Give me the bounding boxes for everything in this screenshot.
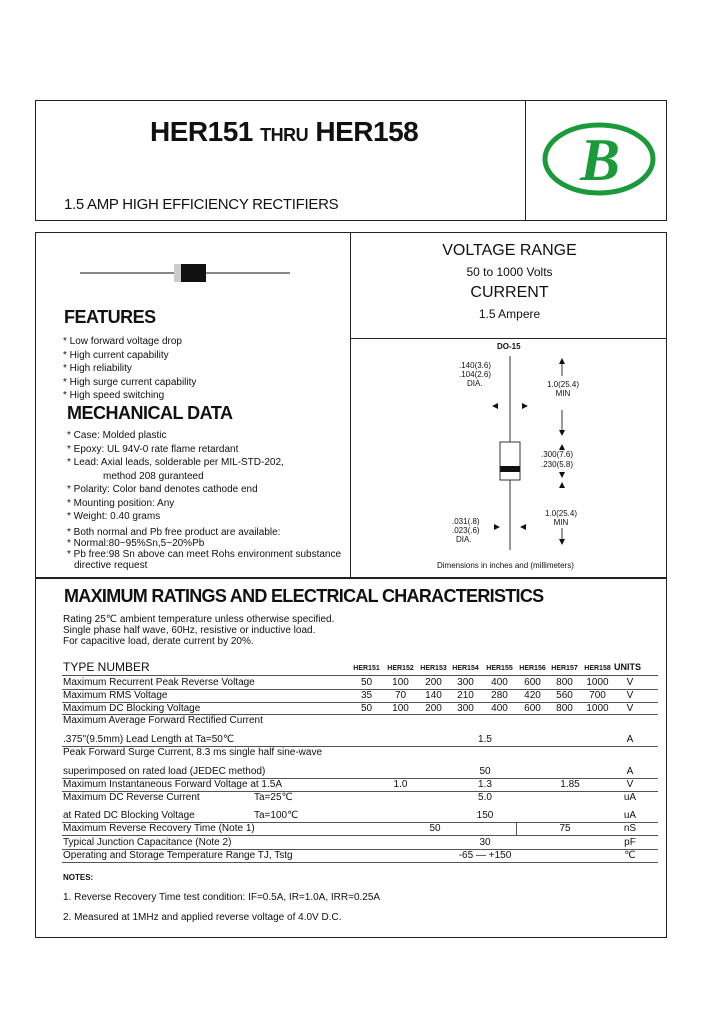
- table-cell: 800: [556, 703, 573, 714]
- diode-icon: [80, 262, 290, 284]
- table-cell: 5.0: [478, 792, 492, 803]
- lead-length-bottom-dim: 1.0(25.4) MIN: [544, 509, 578, 527]
- unit-cell: uA: [623, 810, 637, 821]
- row-label: Maximum Average Forward Rectified Current: [63, 715, 263, 726]
- note-item: 2. Measured at 1MHz and applied reverse voltage of 4.0V D.C.: [63, 912, 342, 923]
- row-label: superimposed on rated load (JEDEC method): [63, 766, 266, 777]
- table-cell: 420: [524, 690, 541, 701]
- row-label: Maximum DC Reverse Current: [63, 792, 200, 803]
- unit-cell: V: [626, 677, 634, 688]
- list-item: method 208 guranteed: [103, 470, 204, 482]
- table-cell: 1.3: [478, 779, 492, 790]
- list-item: * Low forward voltage drop: [63, 336, 182, 347]
- table-cell: 280: [491, 690, 508, 701]
- unit-cell: V: [626, 703, 634, 714]
- table-cell: 800: [556, 677, 573, 688]
- table-cell: 400: [491, 703, 508, 714]
- table-cell: 150: [476, 810, 494, 821]
- list-item: * Lead: Axial leads, solderable per MIL-STD-202,: [67, 457, 284, 468]
- units-header: UNITS: [614, 662, 641, 672]
- table-cell: 35: [360, 690, 373, 701]
- column-header: HER151: [353, 665, 380, 672]
- table-cell: 1.0: [393, 779, 408, 790]
- mechanical-heading: MECHANICAL DATA: [67, 403, 233, 423]
- lead-length-top-dim: 1.0(25.4) MIN: [546, 380, 580, 398]
- table-cell: 1.85: [560, 779, 580, 790]
- table-cell: 70: [394, 690, 407, 701]
- table-cell: 50: [479, 766, 491, 777]
- table-cell: 30: [479, 837, 491, 848]
- ratings-intro: Rating 25℃ ambient temperature unless otherwise specified. Single phase half wave, 60Hz, resistive or inductive load. For capacitive load, derate current by 20%.: [63, 614, 335, 647]
- body-length-dim: .300(7.6) .230(5.8): [541, 450, 574, 469]
- column-header: HER153: [420, 665, 447, 672]
- unit-cell: uA: [623, 792, 637, 803]
- condition-label: Ta=100℃: [254, 810, 299, 821]
- list-item: * Case: Molded plastic: [67, 430, 167, 441]
- condition-label: Ta=25℃: [254, 792, 293, 803]
- table-cell: 75: [559, 823, 571, 834]
- unit-cell: A: [626, 734, 634, 745]
- company-logo: [540, 120, 658, 198]
- column-header: HER157: [551, 665, 578, 672]
- row-label: Maximum Instantaneous Forward Voltage at 1.5A: [63, 779, 283, 790]
- diagram-caption: Dimensions in inches and (millimeters): [437, 561, 574, 570]
- unit-cell: pF: [624, 837, 636, 848]
- list-item: directive request: [74, 559, 148, 571]
- table-cell: 560: [556, 690, 573, 701]
- svg-text:B: B: [579, 127, 621, 193]
- table-cell: 100: [392, 703, 409, 714]
- unit-cell: nS: [623, 823, 637, 834]
- ratings-heading: MAXIMUM RATINGS AND ELECTRICAL CHARACTERISTICS: [64, 586, 544, 606]
- notes-heading: NOTES:: [63, 873, 94, 882]
- row-label: .375"(9.5mm) Lead Length at Ta=50℃: [63, 734, 235, 745]
- table-cell: 50: [429, 823, 441, 834]
- page-title: HER151 THRU HER158: [150, 116, 419, 147]
- features-heading: FEATURES: [64, 307, 156, 327]
- table-cell: 600: [524, 677, 541, 688]
- row-label: Maximum Reverse Recovery Time (Note 1): [63, 823, 255, 834]
- list-item: * Pb free:98 Sn above can meet Rohs environment substance: [67, 548, 342, 560]
- subtitle: 1.5 AMP HIGH EFFICIENCY RECTIFIERS: [64, 196, 339, 213]
- wire-dia-dim: .031(.8) .023(.6) DIA.: [452, 517, 480, 544]
- row-label: Maximum RMS Voltage: [63, 690, 168, 701]
- unit-cell: A: [626, 766, 634, 777]
- list-item: * High current capability: [63, 349, 169, 361]
- row-label: at Rated DC Blocking Voltage: [63, 810, 195, 821]
- list-item: * High reliability: [63, 363, 132, 374]
- table-cell: 200: [425, 703, 442, 714]
- table-cell: 1000: [586, 703, 609, 714]
- column-header: HER152: [387, 665, 414, 672]
- list-item: * High speed switching: [63, 390, 165, 401]
- table-cell: 50: [360, 677, 373, 688]
- list-item: * Polarity: Color band denotes cathode end: [67, 484, 258, 495]
- table-cell: 1.5: [478, 734, 492, 745]
- features-list: [63, 335, 196, 403]
- table-cell: 300: [457, 703, 474, 714]
- row-label: Typical Junction Capacitance (Note 2): [63, 837, 232, 848]
- row-label: Maximum Recurrent Peak Reverse Voltage: [63, 677, 255, 688]
- table-cell: 50: [360, 703, 373, 714]
- column-header: HER156: [519, 665, 546, 672]
- column-header: HER158: [584, 665, 611, 672]
- mechanical-list: [67, 429, 341, 571]
- column-header: HER155: [486, 665, 513, 672]
- current-label: CURRENT: [470, 284, 549, 301]
- unit-cell: V: [626, 690, 634, 701]
- row-label: Maximum DC Blocking Voltage: [63, 703, 201, 714]
- list-item: * Mounting position: Any: [67, 497, 175, 509]
- table-cell: 100: [392, 677, 409, 688]
- table-cell: 300: [457, 677, 474, 688]
- unit-cell: ℃: [624, 850, 636, 861]
- voltage-range-value: 50 to 1000 Volts: [466, 265, 553, 279]
- current-value: 1.5 Ampere: [478, 307, 541, 321]
- column-header: HER154: [452, 665, 479, 672]
- row-label: Peak Forward Surge Current, 8.3 ms single half sine-wave: [63, 747, 323, 758]
- list-item: * High surge current capability: [63, 376, 197, 388]
- table-cell: 1000: [586, 677, 609, 688]
- package-label: DO-15: [497, 342, 521, 351]
- table-cell: 210: [457, 690, 474, 701]
- table-cell: -65 — +150: [458, 850, 512, 861]
- voltage-range-label: VOLTAGE RANGE: [442, 242, 577, 259]
- table-cell: 600: [524, 703, 541, 714]
- table-cell: 200: [425, 677, 442, 688]
- row-label: Operating and Storage Temperature Range TJ, Tstg: [63, 850, 293, 861]
- list-item: * Normal:80~95%Sn,5~20%Pb: [67, 537, 205, 549]
- table-cell: 700: [589, 690, 606, 701]
- table-cell: 400: [491, 677, 508, 688]
- list-item: * Both normal and Pb free product are available:: [67, 526, 281, 538]
- list-item: * Epoxy: UL 94V-0 rate flame retardant: [67, 443, 239, 455]
- unit-cell: V: [626, 779, 634, 790]
- type-number-label: TYPE NUMBER: [63, 660, 150, 674]
- list-item: * Weight: 0.40 grams: [67, 511, 161, 522]
- lead-dia-dim: .140(3.6) .104(2.6) DIA.: [459, 361, 492, 388]
- note-item: 1. Reverse Recovery Time test condition: IF=0.5A, IR=1.0A, IRR=0.25A: [63, 892, 381, 903]
- table-cell: 140: [425, 690, 442, 701]
